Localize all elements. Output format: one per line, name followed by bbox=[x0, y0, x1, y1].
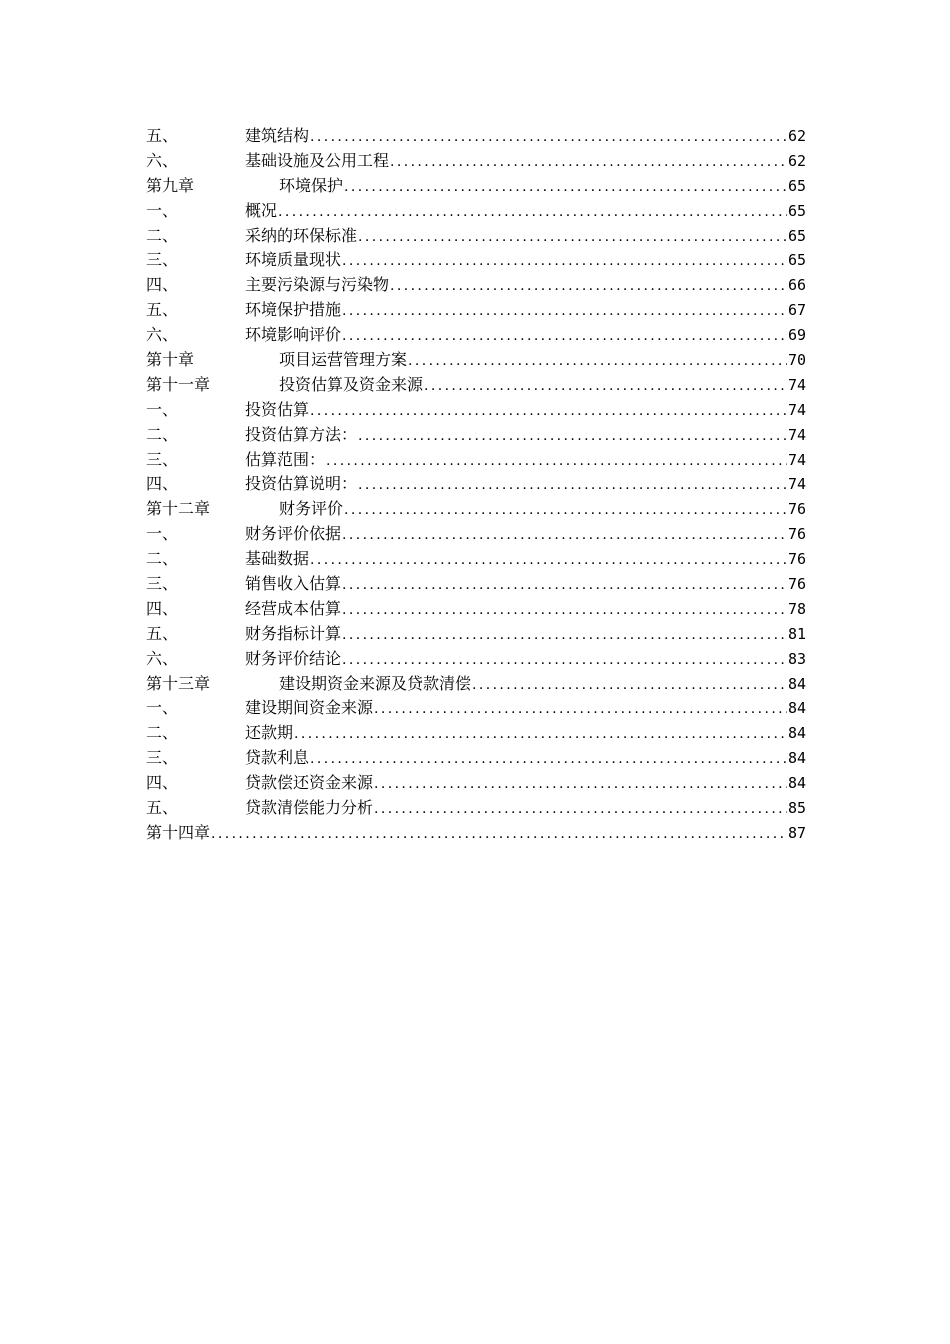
toc-page-number: 67 bbox=[787, 301, 806, 320]
toc-section-entry[interactable] bbox=[146, 124, 806, 149]
toc-entry-number: 三、 bbox=[146, 250, 179, 270]
toc-page-number: 87 bbox=[787, 823, 806, 842]
toc-dot-leader bbox=[390, 274, 787, 299]
toc-entry-title: 贷款偿还资金来源 bbox=[245, 773, 374, 793]
toc-entry-title: 基础设施及公用工程 bbox=[245, 150, 390, 170]
toc-dot-leader bbox=[390, 150, 787, 175]
toc-entry-title: 建筑结构 bbox=[245, 126, 310, 145]
toc-section-entry[interactable] bbox=[146, 622, 806, 647]
toc-entry-number: 三、 bbox=[146, 574, 179, 594]
toc-dot-leader bbox=[358, 225, 787, 250]
toc-page-number: 65 bbox=[787, 176, 806, 195]
toc-section-entry[interactable] bbox=[146, 771, 806, 796]
toc-entry-title: 财务指标计算 bbox=[245, 623, 342, 643]
toc-section-entry[interactable] bbox=[146, 248, 806, 273]
toc-dot-leader bbox=[358, 473, 787, 498]
toc-page-number: 76 bbox=[787, 525, 806, 544]
toc-page-number: 62 bbox=[787, 151, 806, 170]
toc-page-number: 84 bbox=[787, 749, 806, 768]
toc-page-number: 74 bbox=[787, 450, 806, 469]
toc-entry-number: 二、 bbox=[146, 549, 179, 569]
toc-page-number: 85 bbox=[787, 799, 806, 818]
toc-entry-number: 三、 bbox=[146, 449, 179, 469]
toc-dot-leader bbox=[342, 648, 787, 673]
toc-page-number: 65 bbox=[787, 226, 806, 245]
toc-dot-leader bbox=[310, 125, 787, 150]
toc-entry-number: 二、 bbox=[146, 723, 179, 743]
toc-page-number: 81 bbox=[787, 624, 806, 643]
toc-entry-number: 二、 bbox=[146, 225, 179, 245]
toc-section-entry[interactable] bbox=[146, 398, 806, 423]
table-of-contents bbox=[146, 124, 806, 846]
toc-entry-title: 基础数据 bbox=[245, 549, 310, 569]
toc-section-entry[interactable] bbox=[146, 547, 806, 572]
toc-page-number: 83 bbox=[787, 649, 806, 668]
toc-entry-title: 财务评价 bbox=[279, 499, 344, 519]
toc-section-entry[interactable] bbox=[146, 273, 806, 298]
toc-entry-number: 一、 bbox=[146, 200, 179, 220]
toc-entry-title: 投资估算及资金来源 bbox=[279, 374, 424, 394]
toc-chapter-entry[interactable] bbox=[146, 497, 806, 522]
toc-section-entry[interactable] bbox=[146, 522, 806, 547]
toc-entry-number: 四、 bbox=[146, 773, 179, 793]
toc-page-number: 74 bbox=[787, 400, 806, 419]
toc-entry-title: 环境保护措施 bbox=[245, 300, 342, 320]
toc-dot-leader bbox=[344, 175, 787, 200]
toc-section-entry[interactable] bbox=[146, 597, 806, 622]
toc-dot-leader bbox=[211, 822, 787, 847]
toc-section-entry[interactable] bbox=[146, 199, 806, 224]
toc-dot-leader bbox=[342, 249, 787, 274]
toc-entry-title: 项目运营管理方案 bbox=[279, 350, 408, 370]
toc-entry-title: 环境保护 bbox=[279, 175, 344, 195]
toc-page-number: 84 bbox=[787, 699, 806, 718]
toc-entry-title: 建设期资金来源及贷款清偿 bbox=[279, 673, 472, 693]
toc-entry-title: 贷款利息 bbox=[245, 748, 310, 768]
toc-section-entry[interactable] bbox=[146, 224, 806, 249]
toc-entry-number: 一、 bbox=[146, 698, 179, 718]
toc-page-number: 78 bbox=[787, 599, 806, 618]
toc-dot-leader bbox=[424, 374, 787, 399]
toc-section-entry[interactable] bbox=[146, 647, 806, 672]
toc-entry-number: 二、 bbox=[146, 424, 179, 444]
toc-entry-title: 环境质量现状 bbox=[245, 250, 342, 270]
toc-page-number: 69 bbox=[787, 326, 806, 345]
toc-entry-number: 一、 bbox=[146, 399, 179, 419]
toc-page-number: 84 bbox=[787, 724, 806, 743]
toc-page-number: 62 bbox=[787, 127, 806, 145]
toc-dot-leader bbox=[472, 673, 787, 698]
toc-page-number: 84 bbox=[787, 774, 806, 793]
toc-section-entry[interactable] bbox=[146, 721, 806, 746]
toc-dot-leader bbox=[310, 399, 787, 424]
toc-entry-title: 主要污染源与污染物 bbox=[245, 275, 390, 295]
toc-entry-title: 概况 bbox=[245, 200, 278, 220]
toc-dot-leader bbox=[342, 523, 787, 548]
toc-entry-number: 五、 bbox=[146, 300, 179, 320]
toc-entry-title: 环境影响评价 bbox=[245, 325, 342, 345]
toc-page-number: 74 bbox=[787, 475, 806, 494]
toc-section-entry[interactable] bbox=[146, 572, 806, 597]
toc-page-number: 70 bbox=[787, 351, 806, 370]
toc-dot-leader bbox=[342, 598, 787, 623]
toc-chapter-entry[interactable] bbox=[146, 672, 806, 697]
toc-dot-leader bbox=[278, 200, 787, 225]
toc-entry-number: 第十二章 bbox=[146, 499, 211, 519]
toc-entry-number: 四、 bbox=[146, 474, 179, 494]
toc-entry-number: 五、 bbox=[146, 126, 179, 145]
toc-page-number: 66 bbox=[787, 276, 806, 295]
toc-dot-leader bbox=[294, 722, 787, 747]
toc-section-entry[interactable] bbox=[146, 323, 806, 348]
toc-entry-title: 投资估算 bbox=[245, 399, 310, 419]
toc-section-entry[interactable] bbox=[146, 746, 806, 771]
toc-chapter-entry[interactable] bbox=[146, 821, 806, 846]
toc-dot-leader bbox=[342, 573, 787, 598]
toc-entry-title: 采纳的环保标准 bbox=[245, 225, 358, 245]
toc-entry-title: 估算范围： bbox=[245, 449, 326, 469]
toc-entry-number: 三、 bbox=[146, 748, 179, 768]
toc-dot-leader bbox=[358, 424, 787, 449]
toc-entry-number: 四、 bbox=[146, 598, 179, 618]
toc-entry-number: 第十章 bbox=[146, 350, 195, 370]
toc-entry-number: 第十三章 bbox=[146, 673, 211, 693]
toc-dot-leader bbox=[374, 772, 787, 797]
toc-dot-leader bbox=[326, 449, 787, 474]
toc-entry-title: 还款期 bbox=[245, 723, 294, 743]
toc-chapter-entry[interactable] bbox=[146, 373, 806, 398]
toc-entry-title: 建设期间资金来源 bbox=[245, 698, 374, 718]
toc-section-entry[interactable] bbox=[146, 796, 806, 821]
toc-dot-leader bbox=[310, 747, 787, 772]
toc-entry-number: 五、 bbox=[146, 798, 179, 818]
toc-page-number: 84 bbox=[787, 674, 806, 693]
toc-page-number: 76 bbox=[787, 500, 806, 519]
toc-entry-title: 财务评价结论 bbox=[245, 648, 342, 668]
toc-dot-leader bbox=[374, 797, 787, 822]
toc-dot-leader bbox=[310, 548, 787, 573]
toc-entry-title: 贷款清偿能力分析 bbox=[245, 798, 374, 818]
toc-dot-leader bbox=[408, 349, 787, 374]
toc-section-entry[interactable] bbox=[146, 448, 806, 473]
toc-entry-title: 财务评价依据 bbox=[245, 524, 342, 544]
toc-entry-title: 投资估算说明： bbox=[245, 474, 358, 494]
toc-entry-number: 六、 bbox=[146, 648, 179, 668]
toc-section-entry[interactable] bbox=[146, 149, 806, 174]
toc-section-entry[interactable] bbox=[146, 472, 806, 497]
toc-chapter-entry[interactable] bbox=[146, 348, 806, 373]
toc-entry-number: 五、 bbox=[146, 623, 179, 643]
toc-section-entry[interactable] bbox=[146, 696, 806, 721]
toc-chapter-entry[interactable] bbox=[146, 174, 806, 199]
toc-dot-leader bbox=[344, 498, 787, 523]
toc-dot-leader bbox=[374, 697, 787, 722]
toc-page-number: 65 bbox=[787, 251, 806, 270]
toc-entry-title: 经营成本估算 bbox=[245, 598, 342, 618]
toc-entry-number: 六、 bbox=[146, 150, 179, 170]
toc-page-number: 76 bbox=[787, 550, 806, 569]
toc-dot-leader bbox=[342, 299, 787, 324]
toc-entry-number: 第十一章 bbox=[146, 374, 211, 394]
toc-entry-number: 第九章 bbox=[146, 175, 195, 195]
toc-page-number: 74 bbox=[787, 375, 806, 394]
toc-entry-title: 投资估算方法： bbox=[245, 424, 358, 444]
toc-dot-leader bbox=[342, 623, 787, 648]
toc-dot-leader bbox=[342, 324, 787, 349]
toc-entry-title: 销售收入估算 bbox=[245, 574, 342, 594]
toc-entry-number: 六、 bbox=[146, 325, 179, 345]
toc-page-number: 76 bbox=[787, 575, 806, 594]
toc-page-number: 65 bbox=[787, 201, 806, 220]
toc-entry-number: 一、 bbox=[146, 524, 179, 544]
toc-entry-number: 第十四章 bbox=[146, 822, 211, 842]
toc-entry-number: 四、 bbox=[146, 275, 179, 295]
toc-page-number: 74 bbox=[787, 425, 806, 444]
toc-section-entry[interactable] bbox=[146, 298, 806, 323]
toc-section-entry[interactable] bbox=[146, 423, 806, 448]
